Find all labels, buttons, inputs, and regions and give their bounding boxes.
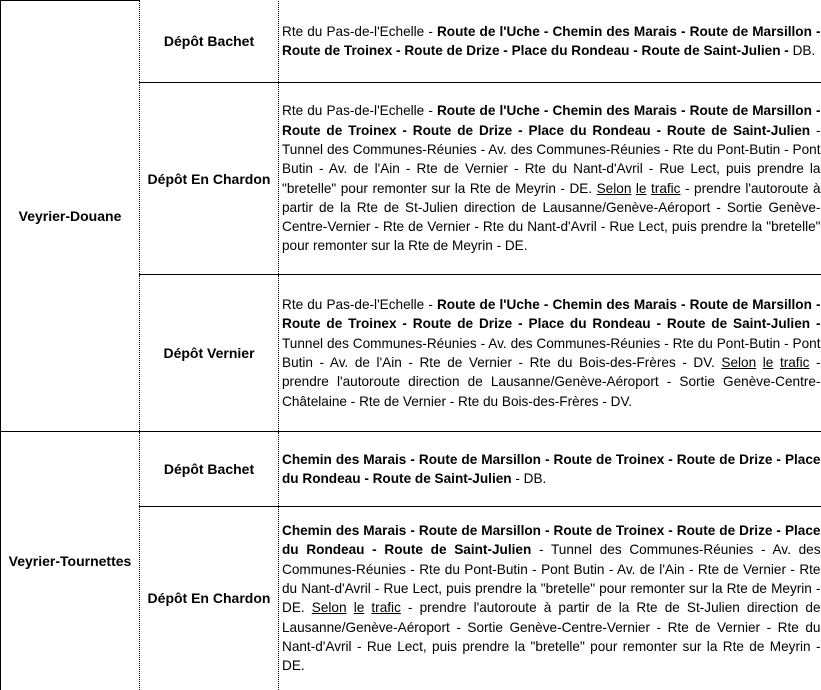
route-description bbox=[279, 1, 821, 83]
route-description bbox=[279, 507, 821, 690]
route-text: Rte du Pas-de-l'Echelle - bbox=[282, 297, 437, 312]
route-text bbox=[347, 600, 354, 615]
route-text: DB. bbox=[789, 43, 815, 58]
route-bold-text: Chemin des Marais - Route de Marsillon - Route de Troinex - Route de Drize - Place du Rondeau - Route de Saint-Julien bbox=[282, 523, 821, 557]
depot-cell bbox=[140, 275, 279, 432]
origin-label: Veyrier-Douane bbox=[19, 208, 122, 224]
route-underlined-text: le bbox=[354, 600, 365, 615]
route-text: - prendre l'autoroute à partir de la Rte de St-Julien direction de Lausanne/Genève-Aéroport - Sortie Genève-Centre-Vernier - Rte de Vernier - Rte du Nant-d'Avril - Rue Lect, puis prendre la "bretelle" pour remonter sur la Rte de Meyrin - DE. bbox=[282, 181, 821, 254]
route-text bbox=[773, 355, 780, 370]
route-text: Rte du Pas-de-l'Echelle - bbox=[282, 24, 437, 39]
origin-cell bbox=[1, 1, 140, 432]
origin-cell bbox=[1, 432, 140, 690]
route-text: - prendre l'autoroute à partir de la Rte de St-Julien direction de Lausanne/Genève-Aéroport - Sortie Genève-Centre-Vernier - Rte de Vernier - Rte du Nant-d'Avril - Rue Lect, puis prendre la "bretelle" pour remonter sur la Rte de Meyrin - DE. bbox=[282, 600, 821, 673]
route-bold-text: Route de l'Uche - Chemin des Marais - Route de Marsillon - Route de Troinex - Route de Drize - Place du Rondeau - Route de Saint-Julien bbox=[282, 103, 821, 137]
route-text: - Tunnel des Communes-Réunies - Av. des Communes-Réunies - Rte du Pont-Butin - Pont Butin - Av. de l'Ain - Rte de Vernier - Rte du Nant-d'Avril - Rue Lect, puis prendre la "bretelle" pour remonter sur la Rte de Meyrin - DE. bbox=[282, 542, 821, 615]
table-row bbox=[1, 1, 821, 83]
route-underlined-text: Selon bbox=[597, 181, 632, 196]
route-underlined-text: Selon bbox=[312, 600, 347, 615]
route-description bbox=[279, 275, 821, 432]
depot-label: Dépôt Bachet bbox=[164, 33, 254, 49]
route-description bbox=[279, 432, 821, 507]
route-underlined-text: trafic bbox=[780, 355, 809, 370]
origin-label: Veyrier-Tournettes bbox=[9, 553, 132, 569]
depot-cell bbox=[140, 507, 279, 690]
depot-label: Dépôt En Chardon bbox=[148, 171, 271, 187]
route-text: - Tunnel des Communes-Réunies - Av. des Communes-Réunies - Rte du Pont-Butin - Pont Butin - Av. de l'Ain - Rte de Vernier - Rte du Nant-d'Avril - Rue Lect, puis prendre la "bretelle" pour remonter sur la Rte de Meyrin - DE. bbox=[282, 123, 821, 196]
route-bold-text: Route de l'Uche - Chemin des Marais - Route de Marsillon - Route de Troinex - Route de Drize - Place du Rondeau - Route de Saint-Julien - bbox=[282, 297, 821, 331]
depot-cell bbox=[140, 83, 279, 275]
route-underlined-text: le bbox=[763, 355, 774, 370]
route-bold-text: Chemin des Marais - Route de Marsillon - Route de Troinex - Route de Drize - Place du Rondeau - Route de Saint-Julien bbox=[282, 452, 821, 486]
table-row bbox=[1, 432, 821, 507]
depot-label: Dépôt En Chardon bbox=[148, 590, 271, 606]
route-bold-text: Route de l'Uche - Chemin des Marais - Route de Marsillon - Route de Troinex - Route de Drize - Place du Rondeau - Route de Saint-Julien - bbox=[282, 24, 821, 58]
route-text: - prendre l'autoroute direction de Lausanne/Genève-Aéroport - Sortie Genève-Centre-Châtelaine - Rte de Vernier - Rte du Bois-des-Frères - DV. bbox=[282, 355, 821, 409]
depot-label: Dépôt Bachet bbox=[164, 461, 254, 477]
depot-cell bbox=[140, 432, 279, 507]
route-underlined-text: Selon bbox=[721, 355, 756, 370]
route-text bbox=[756, 355, 763, 370]
route-underlined-text: le bbox=[636, 181, 647, 196]
route-text: - DB. bbox=[512, 471, 547, 486]
route-text: Rte du Pas-de-l'Echelle - bbox=[282, 103, 437, 118]
route-description bbox=[279, 83, 821, 275]
route-text: Tunnel des Communes-Réunies - Av. des Communes-Réunies - Rte du Pont-Butin - Pont Butin - Av. de l'Ain - Rte de Vernier - Rte du Bois-des-Frères - DV. bbox=[282, 336, 821, 370]
route-underlined-text: trafic bbox=[371, 600, 400, 615]
depot-cell bbox=[140, 1, 279, 83]
depot-label: Dépôt Vernier bbox=[163, 345, 254, 361]
route-underlined-text: trafic bbox=[651, 181, 680, 196]
